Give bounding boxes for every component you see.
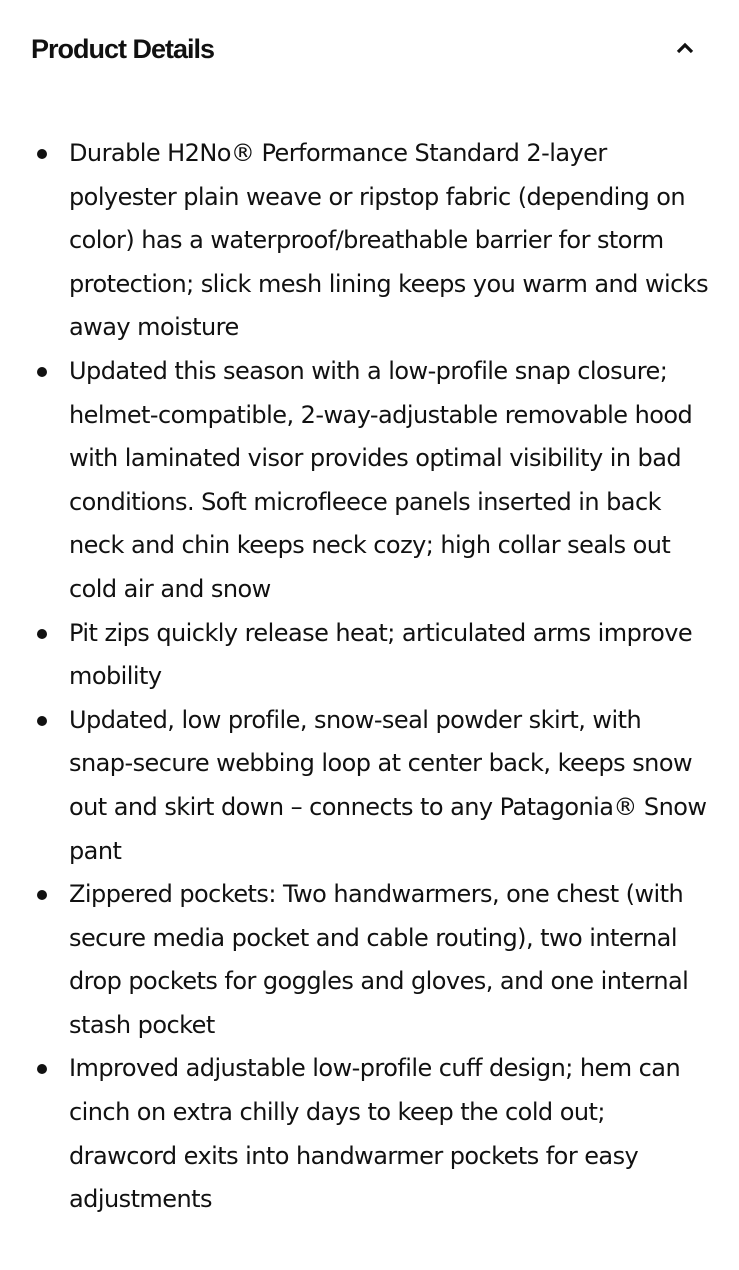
list-item-text: Zippered pockets: Two handwarmers, one chest (with secure media pocket and cable routing), two internal drop pockets for goggles and gloves, and one internal stash pocket	[69, 880, 689, 1039]
list-item-text: Updated this season with a low-profile snap closure; helmet-compatible, 2-way-adjustable removable hood with laminated visor provides optimal visibility in bad conditions. Soft microfleece panels inserted in back neck and chin keeps neck cozy; high collar seals out cold air and snow	[69, 356, 693, 603]
product-details-list	[0, 132, 739, 1222]
bullet-icon	[37, 890, 47, 900]
list-item	[0, 350, 739, 612]
product-details-accordion-header[interactable]	[0, 0, 739, 100]
list-item	[0, 612, 739, 699]
list-item	[0, 1047, 739, 1221]
bullet-icon	[37, 716, 47, 726]
bullet-icon	[37, 149, 47, 159]
list-item-text: Durable H2No® Performance Standard 2-layer polyester plain weave or ripstop fabric (depending on color) has a waterproof/breathable barrier for storm protection; slick mesh lining keeps you warm and wicks away moisture	[69, 139, 709, 342]
bullet-icon	[37, 629, 47, 639]
list-item-text: Updated, low profile, snow-seal powder skirt, with snap-secure webbing loop at center back, keeps snow out and skirt down – connects to any Patagonia® Snow pant	[69, 705, 707, 865]
list-item	[0, 132, 739, 350]
list-item	[0, 699, 739, 873]
list-item	[0, 873, 739, 1047]
list-item-text: Pit zips quickly release heat; articulated arms improve mobility	[69, 618, 693, 691]
chevron-up-icon[interactable]	[673, 36, 697, 60]
bullet-icon	[37, 1064, 47, 1074]
section-title: Product Details	[31, 34, 215, 64]
bullet-icon	[37, 367, 47, 377]
list-item-text: Improved adjustable low-profile cuff design; hem can cinch on extra chilly days to keep the cold out; drawcord exits into handwarmer pockets for easy adjustments	[69, 1054, 681, 1214]
